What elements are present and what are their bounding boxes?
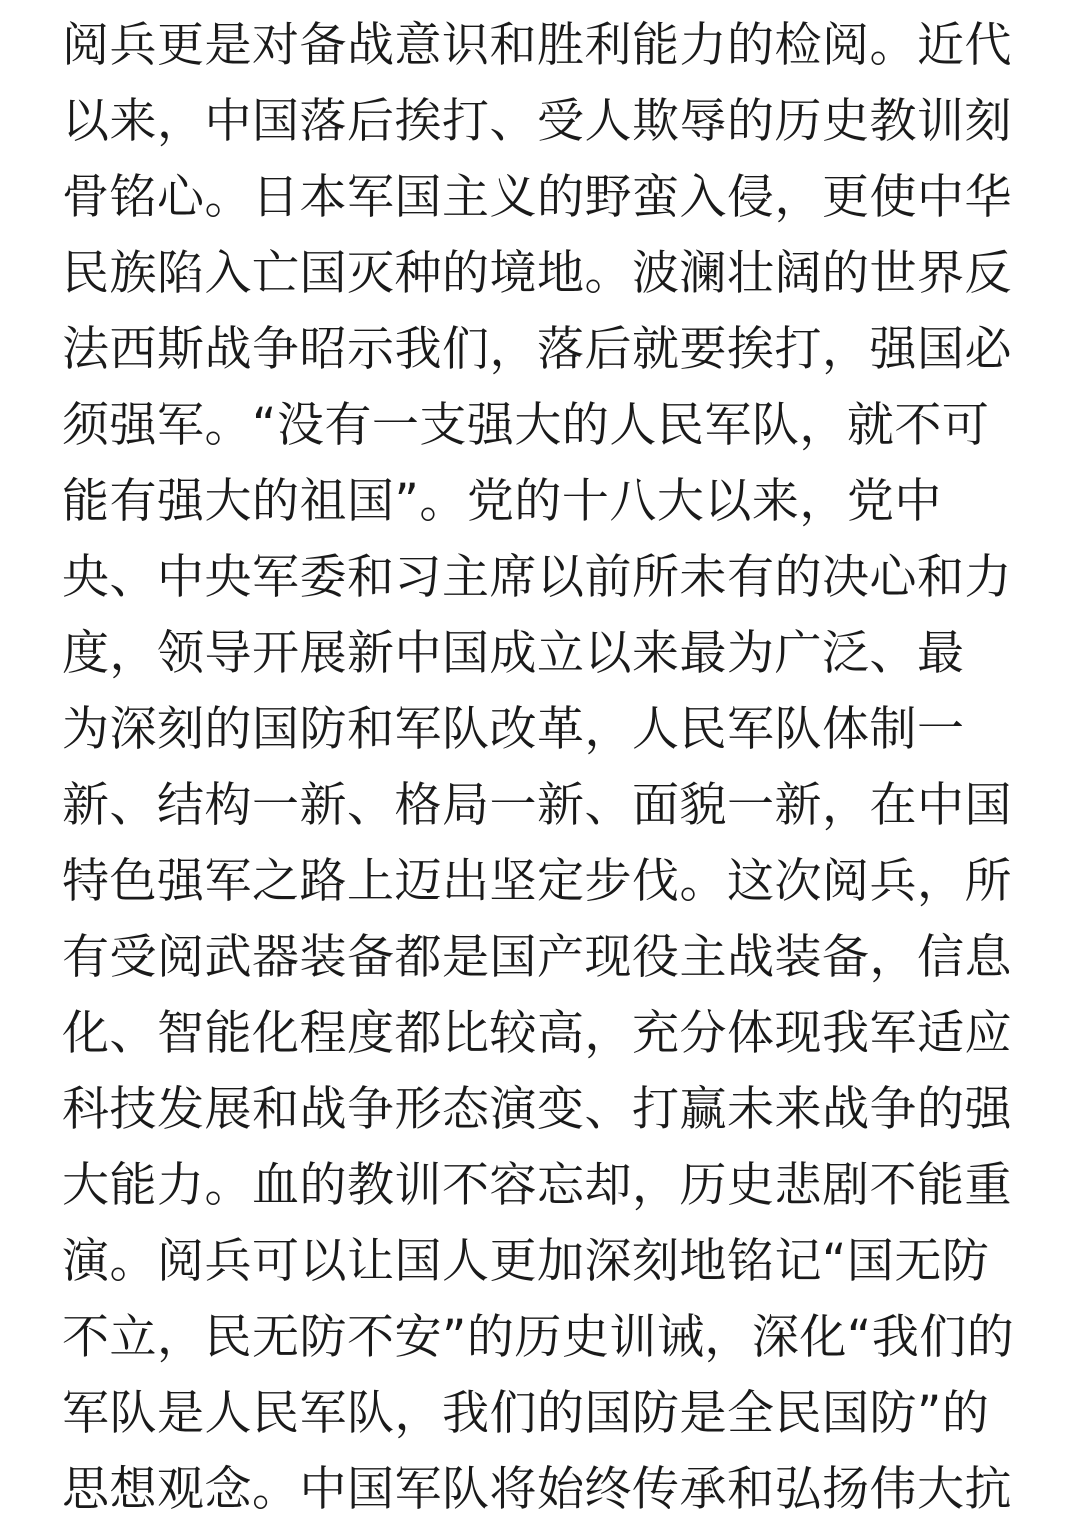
article-body — [62, 8, 1032, 1528]
text-line: 法西斯战争昭示我们，落后就要挨打，强国必 — [62, 322, 1012, 377]
text-line: 为深刻的国防和军队改革，人民军队体制一 — [62, 702, 965, 757]
text-line: 以来，中国落后挨打、受人欺辱的历史教训刻 — [62, 94, 1012, 149]
text-line: 化、智能化程度都比较高，充分体现我军适应 — [62, 1006, 1012, 1061]
text-line: 度，领导开展新中国成立以来最为广泛、最 — [62, 626, 965, 681]
text-line: 能有强大的祖国”。党的十八大以来，党中 — [62, 474, 942, 529]
text-line: 民族陷入亡国灭种的境地。波澜壮阔的世界反 — [62, 246, 1012, 301]
text-line: 骨铭心。日本军国主义的野蛮入侵，更使中华 — [62, 170, 1012, 225]
text-line: 须强军。“没有一支强大的人民军队，就不可 — [62, 398, 990, 453]
text-line: 科技发展和战争形态演变、打赢未来战争的强 — [62, 1082, 1012, 1137]
text-line: 演。阅兵可以让国人更加深刻地铭记“国无防 — [62, 1234, 990, 1289]
text-line: 思想观念。中国军队将始终传承和弘扬伟大抗 — [62, 1462, 1012, 1517]
text-line: 央、中央军委和习主席以前所未有的决心和力 — [62, 550, 1012, 605]
text-line: 新、结构一新、格局一新、面貌一新，在中国 — [62, 778, 1012, 833]
text-line: 不立，民无防不安”的历史训诫，深化“我们的 — [62, 1310, 1015, 1365]
text-line: 特色强军之路上迈出坚定步伐。这次阅兵，所 — [62, 854, 1012, 909]
text-line: 阅兵更是对备战意识和胜利能力的检阅。近代 — [62, 18, 1012, 73]
text-line: 军队是人民军队，我们的国防是全民国防”的 — [62, 1386, 990, 1441]
text-line: 有受阅武器装备都是国产现役主战装备，信息 — [62, 930, 1012, 985]
text-line: 大能力。血的教训不容忘却，历史悲剧不能重 — [62, 1158, 1012, 1213]
